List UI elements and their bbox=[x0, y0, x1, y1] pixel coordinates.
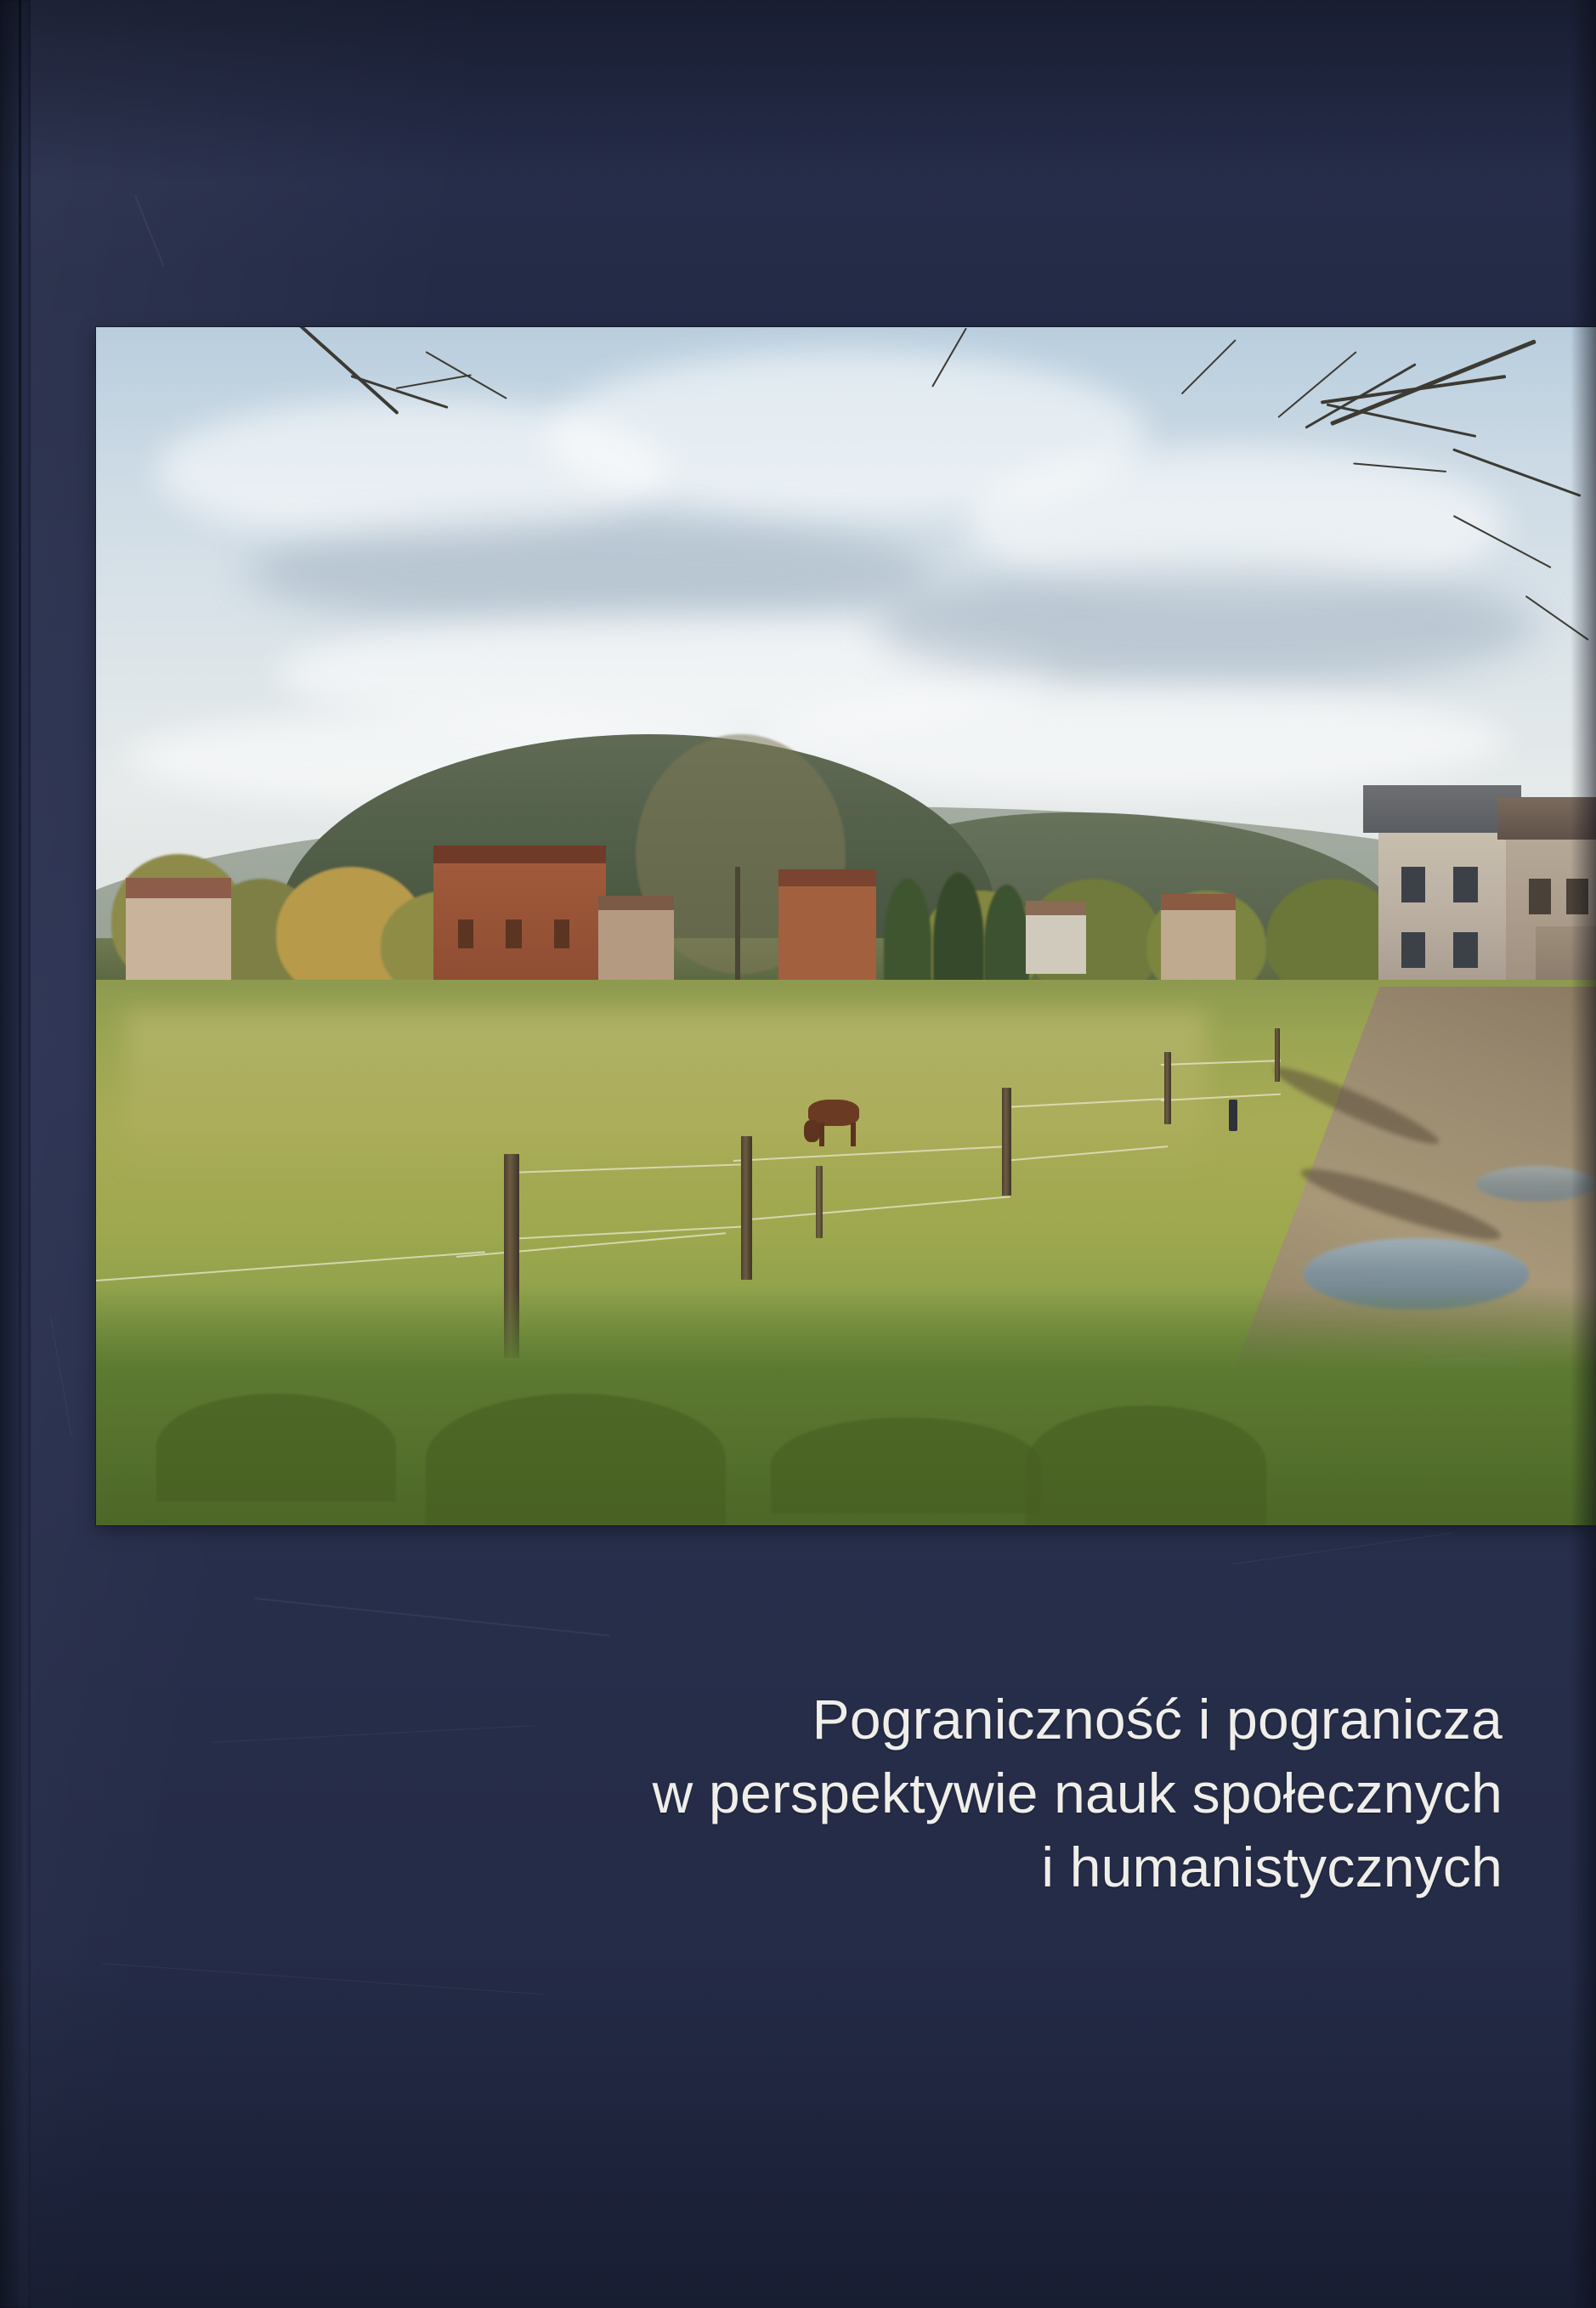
scratch bbox=[134, 195, 165, 267]
house-window bbox=[1453, 932, 1477, 968]
house-window bbox=[1401, 867, 1425, 902]
horse-leg bbox=[819, 1123, 824, 1146]
cover-title-line-1: Pograniczność i pogranicza bbox=[812, 1688, 1503, 1751]
scratch bbox=[102, 1963, 543, 1994]
brick-barn bbox=[433, 860, 606, 992]
meadow-highlight bbox=[126, 1010, 1206, 1178]
roof bbox=[598, 896, 673, 910]
horse-leg bbox=[851, 1123, 856, 1146]
cover-title-line-2: w perspektywie nauk społecznych bbox=[652, 1762, 1503, 1825]
barn-window bbox=[458, 919, 473, 948]
grass-tuft bbox=[156, 1394, 396, 1502]
barn-roof bbox=[433, 846, 606, 863]
scratch bbox=[1232, 1533, 1452, 1564]
fence-post bbox=[1164, 1052, 1171, 1124]
fence-post bbox=[741, 1136, 752, 1280]
spine-crease bbox=[19, 0, 21, 2308]
house-window bbox=[1566, 879, 1588, 914]
book-spine bbox=[0, 0, 31, 2308]
barn-window bbox=[554, 919, 569, 948]
grass-tuft bbox=[426, 1394, 726, 1525]
person bbox=[1229, 1100, 1238, 1131]
roof bbox=[778, 869, 876, 886]
cloud-shadow bbox=[246, 519, 937, 627]
village-building bbox=[1026, 914, 1086, 975]
village-building bbox=[126, 897, 231, 981]
house-window bbox=[1529, 879, 1551, 914]
puddle bbox=[1476, 1166, 1596, 1202]
bottom-vignette bbox=[0, 1951, 1596, 2308]
cover-title bbox=[0, 1683, 1503, 1904]
horse-head bbox=[804, 1120, 820, 1141]
roof bbox=[1161, 894, 1236, 910]
cloud-shadow bbox=[876, 567, 1537, 687]
grass-tuft bbox=[1026, 1406, 1265, 1525]
house-window bbox=[1453, 867, 1477, 902]
village-building bbox=[1161, 908, 1236, 981]
roof bbox=[126, 878, 231, 898]
house-roof bbox=[1497, 797, 1596, 840]
roof bbox=[1026, 901, 1086, 915]
grass-tuft bbox=[771, 1417, 1041, 1513]
fence-post bbox=[816, 1166, 823, 1238]
fence-post bbox=[1275, 1028, 1280, 1082]
cover-photograph bbox=[96, 327, 1596, 1525]
top-shadow-band bbox=[0, 0, 1596, 183]
scratch bbox=[50, 1317, 71, 1434]
house-window bbox=[1401, 932, 1425, 968]
village-building bbox=[598, 908, 673, 981]
fence-post bbox=[1002, 1088, 1011, 1196]
scratch bbox=[255, 1598, 610, 1637]
barn-window bbox=[506, 919, 521, 948]
village-building bbox=[778, 885, 876, 981]
cover-title-line-3: i humanistycznych bbox=[1041, 1836, 1503, 1899]
